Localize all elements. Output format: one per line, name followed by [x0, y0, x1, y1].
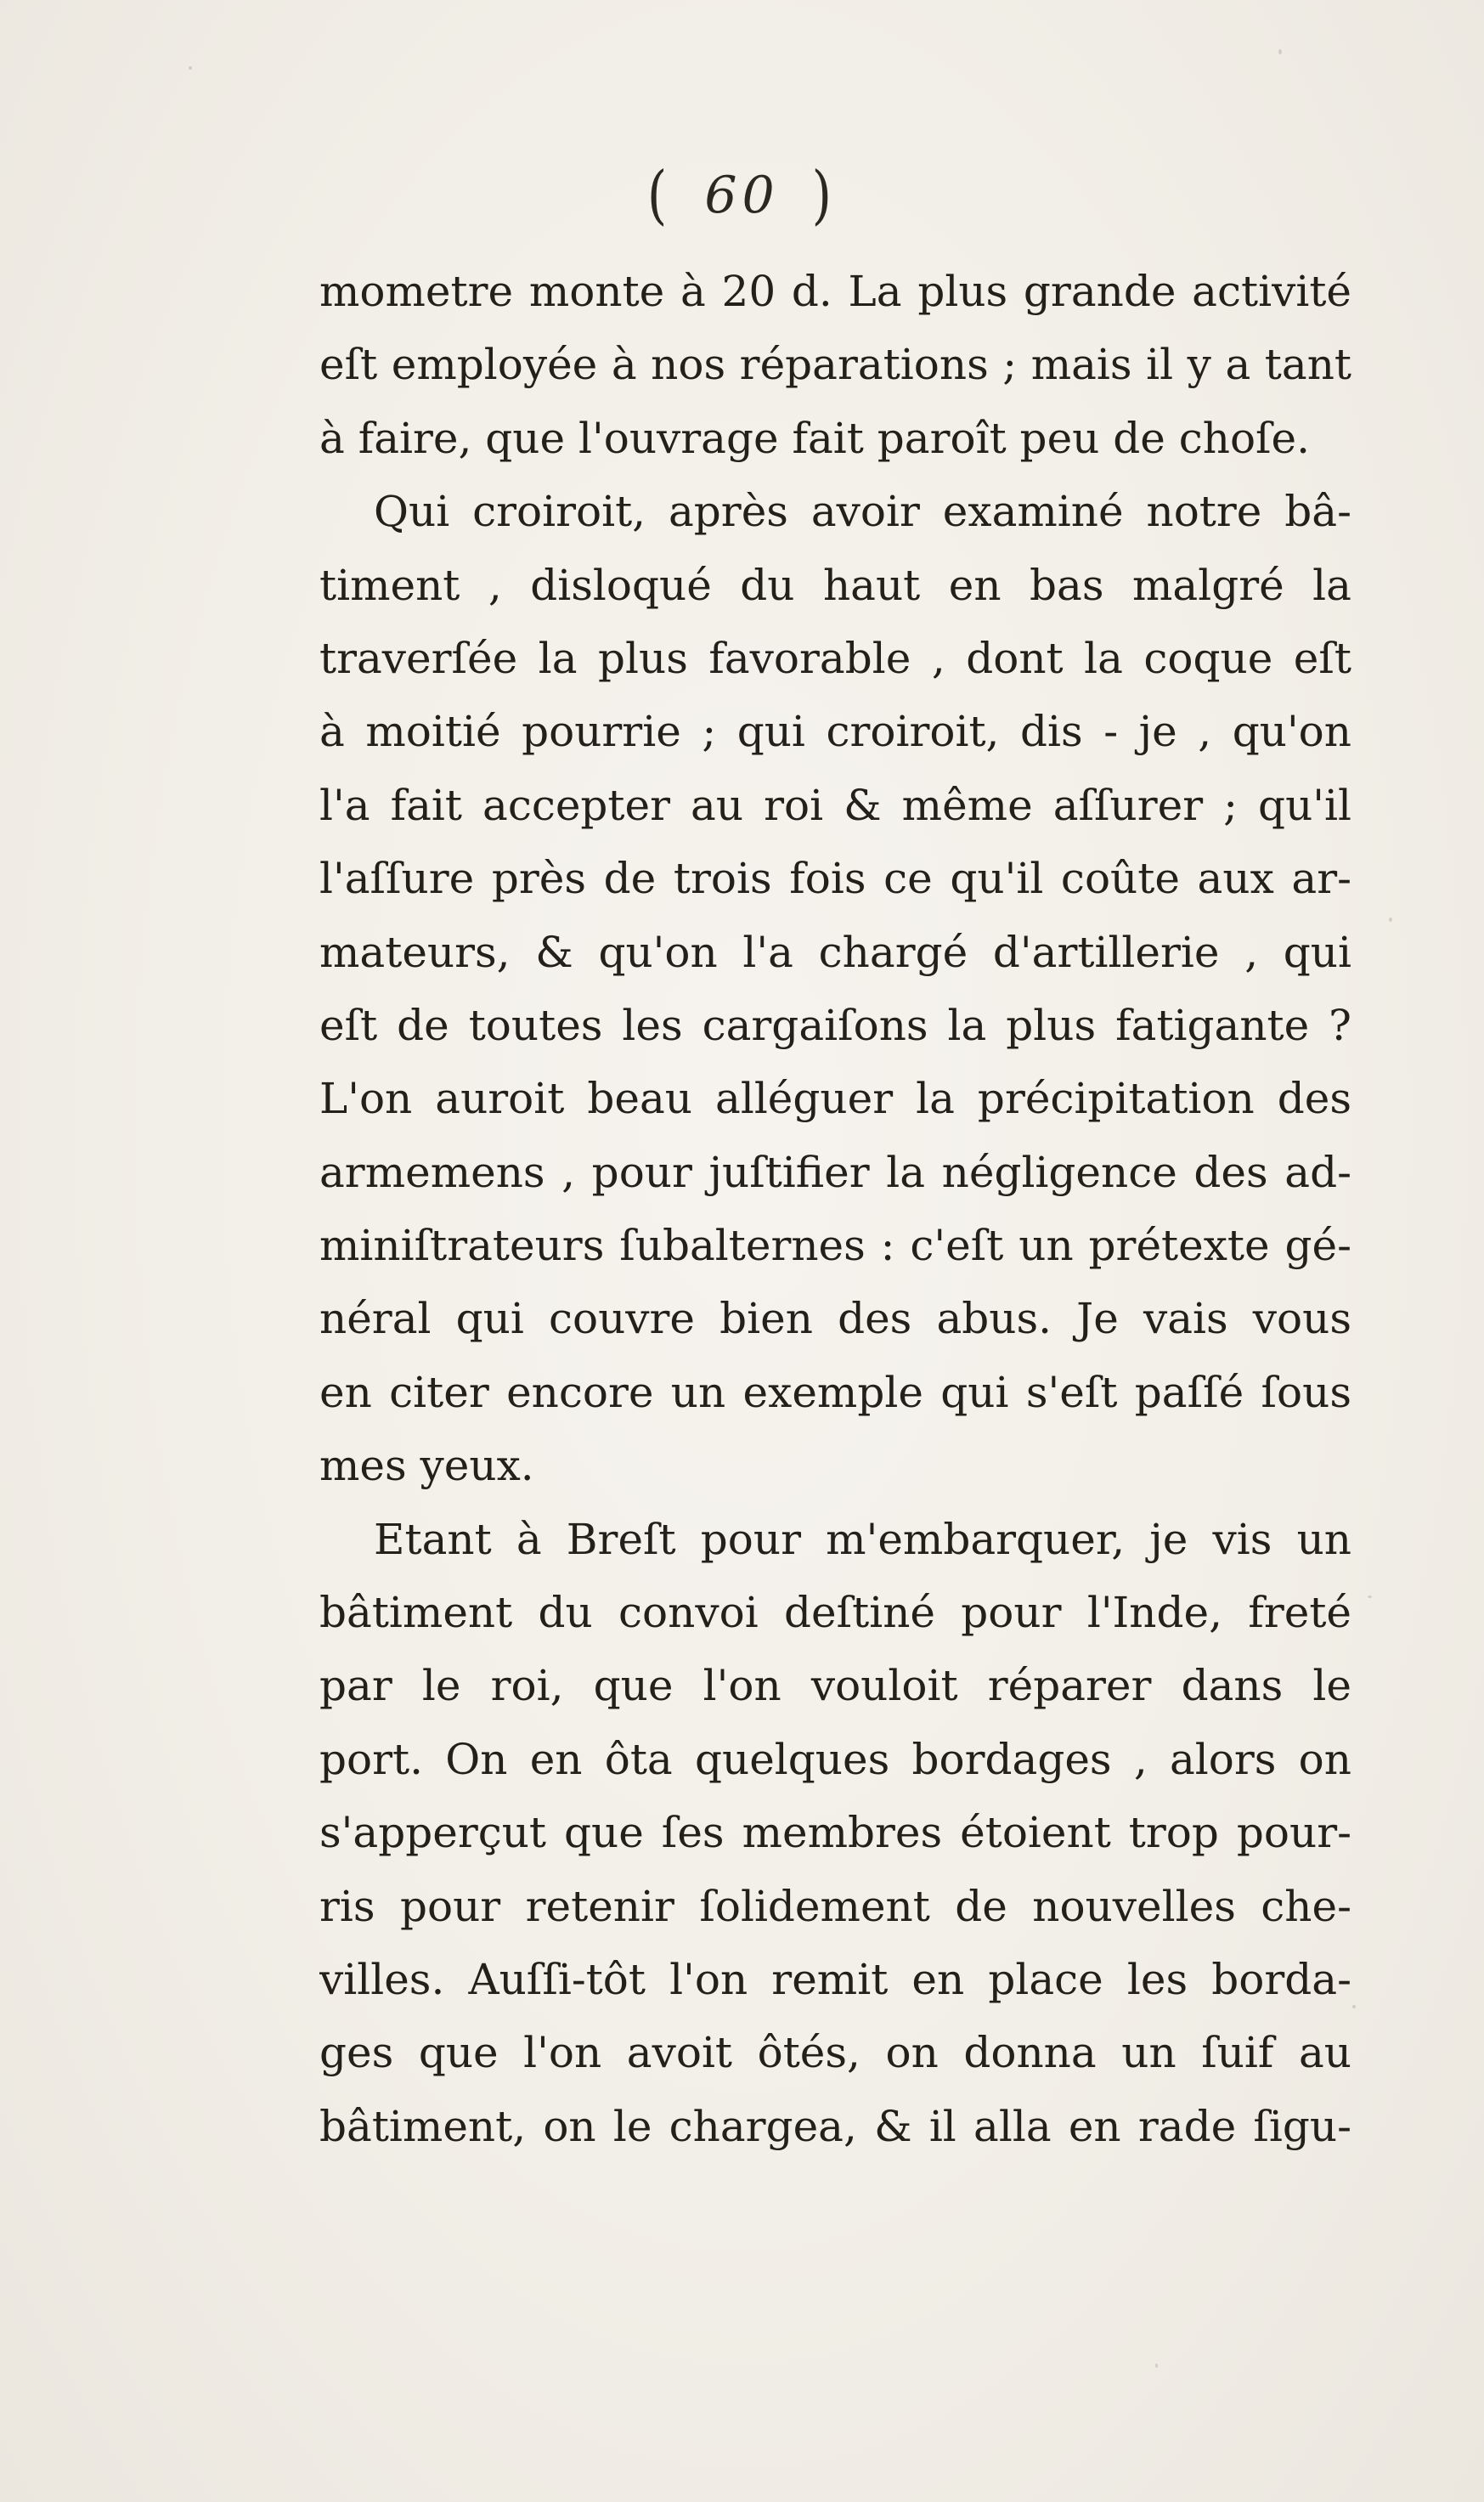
text-line: en citer encore un exemple qui s'eſt paſſé ſous	[319, 1367, 1351, 1417]
text-line: à moitié pourrie ; qui croiroit, dis - je , qu'on	[319, 707, 1351, 757]
page-header	[0, 158, 1484, 233]
page-body-text	[319, 255, 1351, 2163]
page-number-close-paren: )	[811, 158, 838, 233]
page-number: 60	[704, 166, 780, 225]
text-line: par le roi, que l'on vouloit réparer dans le	[319, 1661, 1351, 1711]
text-line: armemens , pour juſtifier la négligence des ad-	[319, 1147, 1351, 1197]
text-line: port. On en ôta quelques bordages , alors on	[319, 1734, 1351, 1784]
text-line: mes yeux.	[319, 1441, 534, 1491]
paper-speck	[1352, 2005, 1356, 2008]
text-line: ges que l'on avoit ôtés, on donna un ſuif au	[319, 2028, 1351, 2078]
text-line: l'a fait accepter au roi & même aſſurer ; qu'il	[319, 780, 1351, 830]
text-line: eſt employée à nos réparations ; mais il y a tant	[319, 340, 1351, 390]
text-line: Qui croiroit, après avoir examiné notre bâ-	[374, 487, 1351, 537]
text-line: à faire, que l'ouvrage fait paroît peu de choſe.	[319, 413, 1311, 463]
text-line: traverſée la plus favorable , dont la coque eſt	[319, 633, 1351, 683]
text-line: mateurs, & qu'on l'a chargé d'artillerie , qui	[319, 927, 1351, 977]
page-number-open-paren: (	[646, 158, 673, 233]
paper-speck	[1389, 918, 1392, 922]
text-line: l'aſſure près de trois fois ce qu'il coûte aux ar-	[319, 854, 1351, 904]
text-line: villes. Auſſi-tôt l'on remit en place les borda-	[319, 1954, 1351, 2004]
text-line: bâtiment, on le chargea, & il alla en rade ſigu-	[319, 2101, 1351, 2151]
text-line: L'on auroit beau alléguer la précipitation des	[319, 1074, 1351, 1124]
text-line: néral qui couvre bien des abus. Je vais vous	[319, 1294, 1351, 1344]
text-line: timent , disloqué du haut en bas malgré la	[319, 560, 1351, 610]
text-line: s'apperçut que ſes membres étoient trop pour-	[319, 1808, 1351, 1858]
text-line: ris pour retenir ſolidement de nouvelles che-	[319, 1881, 1351, 1931]
text-line: miniſtrateurs ſubalternes : c'eſt un prétexte gé-	[319, 1221, 1351, 1271]
paper-speck	[1368, 1596, 1372, 1598]
paper-speck	[1155, 2364, 1158, 2368]
text-line: bâtiment du convoi deſtiné pour l'Inde, freté	[319, 1588, 1351, 1638]
text-line: eſt de toutes les cargaiſons la plus fatigante ?	[319, 1000, 1351, 1050]
text-line: Etant à Breſt pour m'embarquer, je vis un	[374, 1514, 1351, 1564]
text-line: mometre monte à 20 d. La plus grande activité	[319, 267, 1351, 316]
paper-speck	[189, 66, 192, 70]
paper-speck	[1278, 49, 1282, 54]
